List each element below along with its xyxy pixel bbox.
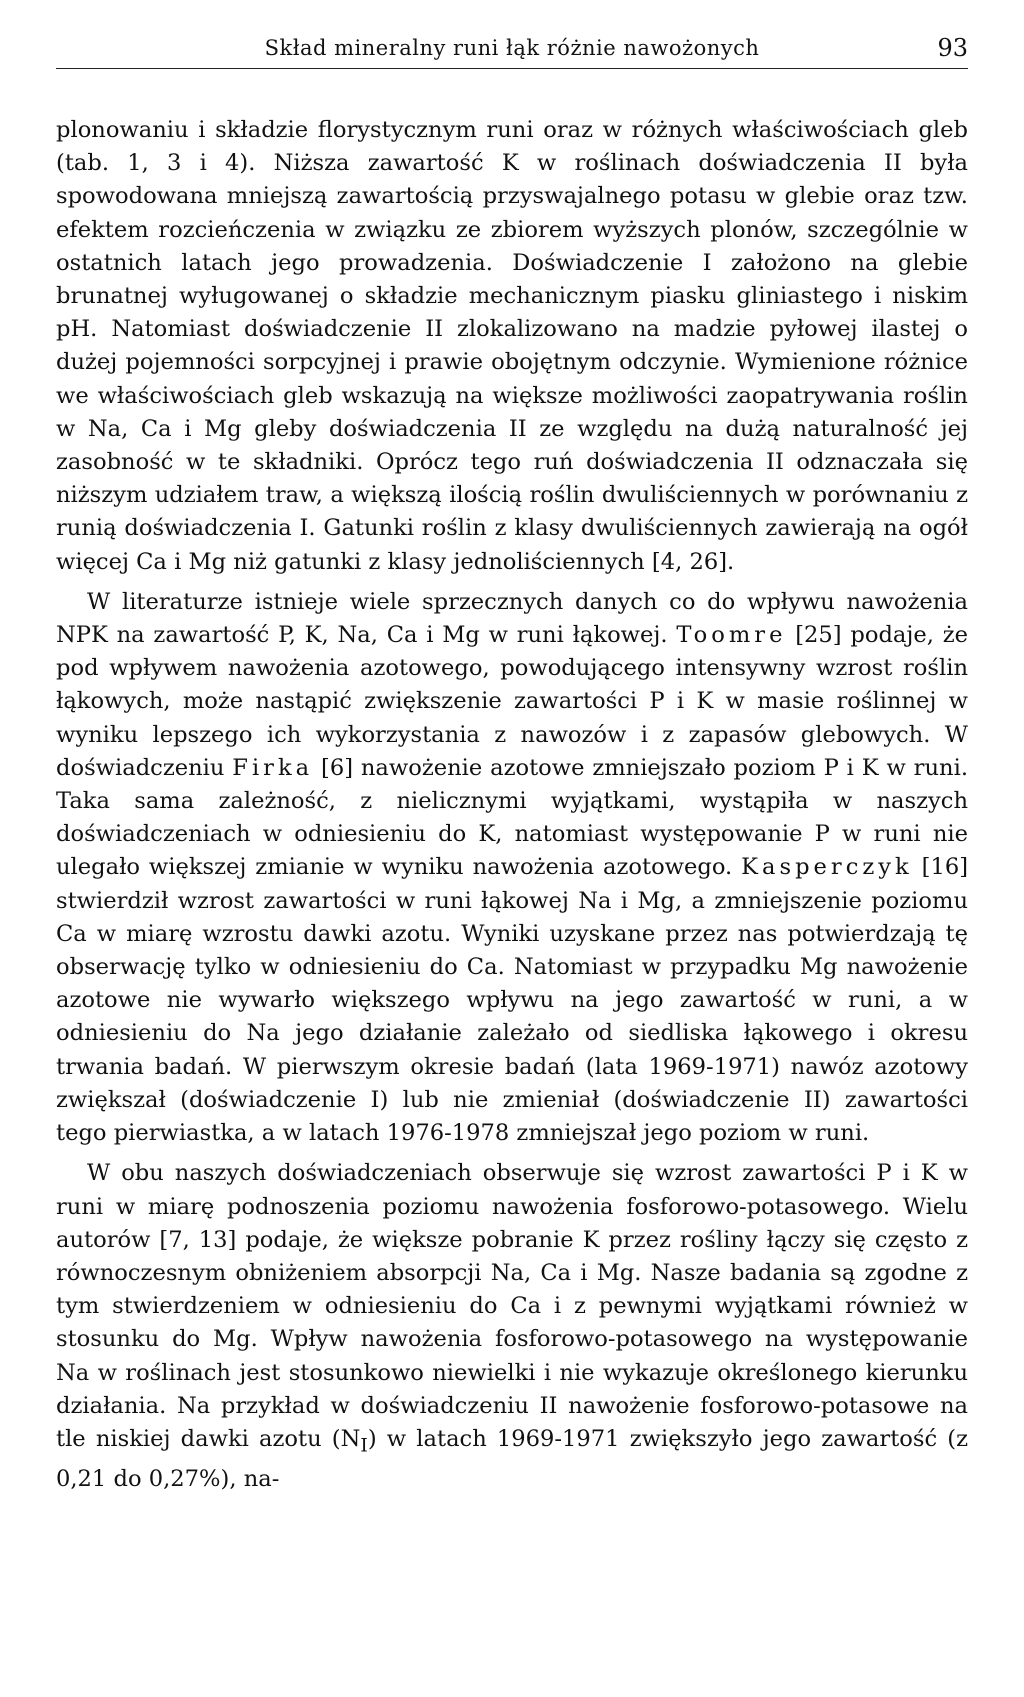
body-text [56, 114, 968, 1496]
paragraph-text: [25] podaje, że pod wpływem nawożenia azotowego, powodującego intensywny wzrost roślin łąkowych, może nastąpić zwiększenie zawartości P i K w masie roślinnej w wyniku lepszego ich wykorzystania z nawozów i z zapasów glebowych. W doświadczeniu [56, 622, 968, 781]
document-page [56, 28, 968, 1668]
author-name: Kasperczyk [741, 854, 913, 881]
author-name: Firka [232, 754, 314, 781]
running-header [56, 28, 968, 69]
paragraph-text: W literaturze istnieje wiele sprzecznych danych co do wpływu nawożenia NPK na zawartość P, K, Na, Ca i Mg w runi łąkowej. [56, 588, 968, 649]
paragraph-text: plonowaniu i składzie florystycznym runi oraz w różnych właściwościach gleb (tab. 1, 3 i 4). Niższa zawartość K w roślinach doświadczenia II była spowodowana mniejszą zawartością przyswajalnego potasu w glebie oraz tzw. efektem rozcieńczenia w związku ze zbiorem wyższych plonów, szczególnie w ostatnich latach jego prowadzenia. Doświadczenie I założono na glebie brunatnej wyługowanej o składzie mechanicznym piasku gliniastego i niskim pH. Natomiast doświadczenie II zlokalizowano na madzie pyłowej ilastej o dużej pojemności sorpcyjnej i prawie obojętnym odczynie. Wymienione różnice we właściwościach gleb wskazują na większe możliwości zaopatrywania roślin w Na, Ca i Mg gleby doświadczenia II ze względu na dużą naturalność jej zasobność w te składniki. Oprócz tego ruń doświadczenia II odznaczała się niższym udziałem traw, a większą ilością roślin dwuliściennych w porównaniu z runią doświadczenia I. Gatunki roślin z klasy dwuliściennych zawierają na ogół więcej Ca i Mg niż gatunki z klasy jednoliściennych [4, 26]. [56, 117, 968, 575]
subscript-text: I [360, 1435, 368, 1457]
paragraph-1 [56, 114, 968, 579]
author-name: Toomre [676, 622, 787, 649]
paragraph-3 [56, 1157, 968, 1496]
paragraph-2 [56, 586, 968, 1150]
paragraph-text: W obu naszych doświadczeniach obserwuje się wzrost zawartości P i K w runi w miarę podnoszenia poziomu nawożenia fosforowo-potasowego. Wielu autorów [7, 13] podaje, że większe pobranie K przez rośliny łączy się często z równoczesnym obniżeniem absorpcji Na, Ca i Mg. Nasze badania są zgodne z tym stwierdzeniem w odniesieniu do Ca i z pewnymi wyjątkami również w stosunku do Mg. Wpływ nawożenia fosforowo-potasowego na występowanie Na w roślinach jest stosunkowo niewielki i nie wykazuje określonego kierunku działania. Na przykład w doświadczeniu II nawożenie fosforowo-potasowe na tle niskiej dawki azotu (N [56, 1160, 968, 1452]
running-title: Skład mineralny runi łąk różnie nawożonych [264, 36, 760, 60]
paragraph-text: ) w latach 1969-1971 zwiększyło jego zawartość (z 0,21 do 0,27%), na- [56, 1425, 969, 1492]
paragraph-text: [6] nawożenie azotowe zmniejszało poziom P i K w runi. Taka sama zależność, z nielicznymi wyjątkami, wystąpiła w naszych doświadczeniach w odniesieniu do K, natomiast występowanie P w runi nie ulegało większej zmianie w wyniku nawożenia azotowego. [56, 754, 968, 881]
page-number: 93 [937, 34, 968, 62]
paragraph-text: [16] stwierdził wzrost zawartości w runi łąkowej Na i Mg, a zmniejszenie poziomu Ca w miarę wzrostu dawki azotu. Wyniki uzyskane przez nas potwierdzają tę obserwację tylko w odniesieniu do Ca. Natomiast w przypadku Mg nawożenie azotowe nie wywarło większego wpływu na jego zawartość w runi, a w odniesieniu do Na jego działanie zależało od siedliska łąkowego i okresu trwania badań. W pierwszym okresie badań (lata 1969-1971) nawóz azotowy zwiększał (doświadczenie I) lub nie zmieniał (doświadczenie II) zawartości tego pierwiastka, a w latach 1976-1978 zmniejszał jego poziom w runi. [56, 854, 969, 1147]
